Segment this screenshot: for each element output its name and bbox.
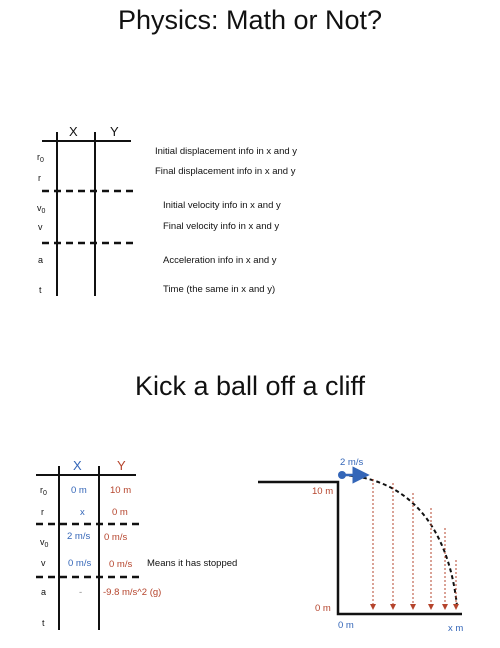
height-bottom-label: 0 m [315,603,331,614]
slide1-desc-v0: Initial velocity info in x and y [163,200,281,211]
slide1-row-r0-label: r [37,152,40,162]
slide2-cell-v-x: 0 m/s [68,558,92,569]
slide2-row-a: a [41,587,47,597]
slide1-row-v0-label: v [37,203,42,213]
slide1-desc-v: Final velocity info in x and y [163,221,280,232]
slide2-col-x: X [73,458,82,473]
slide1-row-a: a [38,255,44,265]
slide1-row-v: v [38,222,43,232]
slide2-cell-a-x: - [79,587,83,598]
slide1-desc-a: Acceleration info in x and y [163,255,277,266]
slide2-col-y: Y [117,458,126,473]
slide2-row-v: v [41,558,46,568]
slide2-cell-v0-y: 0 m/s [104,532,128,543]
ball [338,471,346,479]
slide2-cell-r0-y: 10 m [110,485,132,496]
slide1-row-r: r [38,173,41,183]
slide2-row-r0-label: r [40,485,43,495]
slide2-cell-r-y: 0 m [112,507,128,518]
slide2-row-r0-sub: 0 [43,490,47,497]
slide1-title: Physics: Math or Not? [117,5,383,35]
slide1-row-t: t [39,285,42,295]
velocity-label: 2 m/s [340,457,364,468]
slide1-desc-r0: Initial displacement info in x and y [155,146,298,157]
slide2-cell-r0-x: 0 m [71,485,87,496]
slide1-desc-r: Final displacement info in x and y [155,166,296,177]
slide1-col-x: X [69,124,78,139]
x-start-label: 0 m [338,620,354,631]
height-top-label: 10 m [312,486,334,497]
slide2-cell-v0-x: 2 m/s [67,531,91,542]
slide2-row-v0-sub: 0 [44,542,49,549]
slide2-cell-a-y: -9.8 m/s^2 (g) [103,587,162,598]
slide2-row-t: t [42,618,45,628]
slide2-cell-v-y: 0 m/s [109,559,133,570]
slide2-title: Kick a ball off a cliff [134,371,366,401]
slide1-row-v0-sub: 0 [41,208,46,215]
x-end-label: x m [448,623,464,634]
slide2-cell-r-x: x [80,507,85,518]
slide2-note: Means it has stopped [147,558,238,569]
slide1-col-y: Y [110,124,119,139]
trajectory-curve [342,475,457,606]
slide1-row-r0-sub: 0 [40,157,44,164]
slide2-row-r: r [41,507,44,517]
slide1-desc-t: Time (the same in x and y) [163,284,276,295]
slide2-row-v0-label: v [40,537,45,547]
